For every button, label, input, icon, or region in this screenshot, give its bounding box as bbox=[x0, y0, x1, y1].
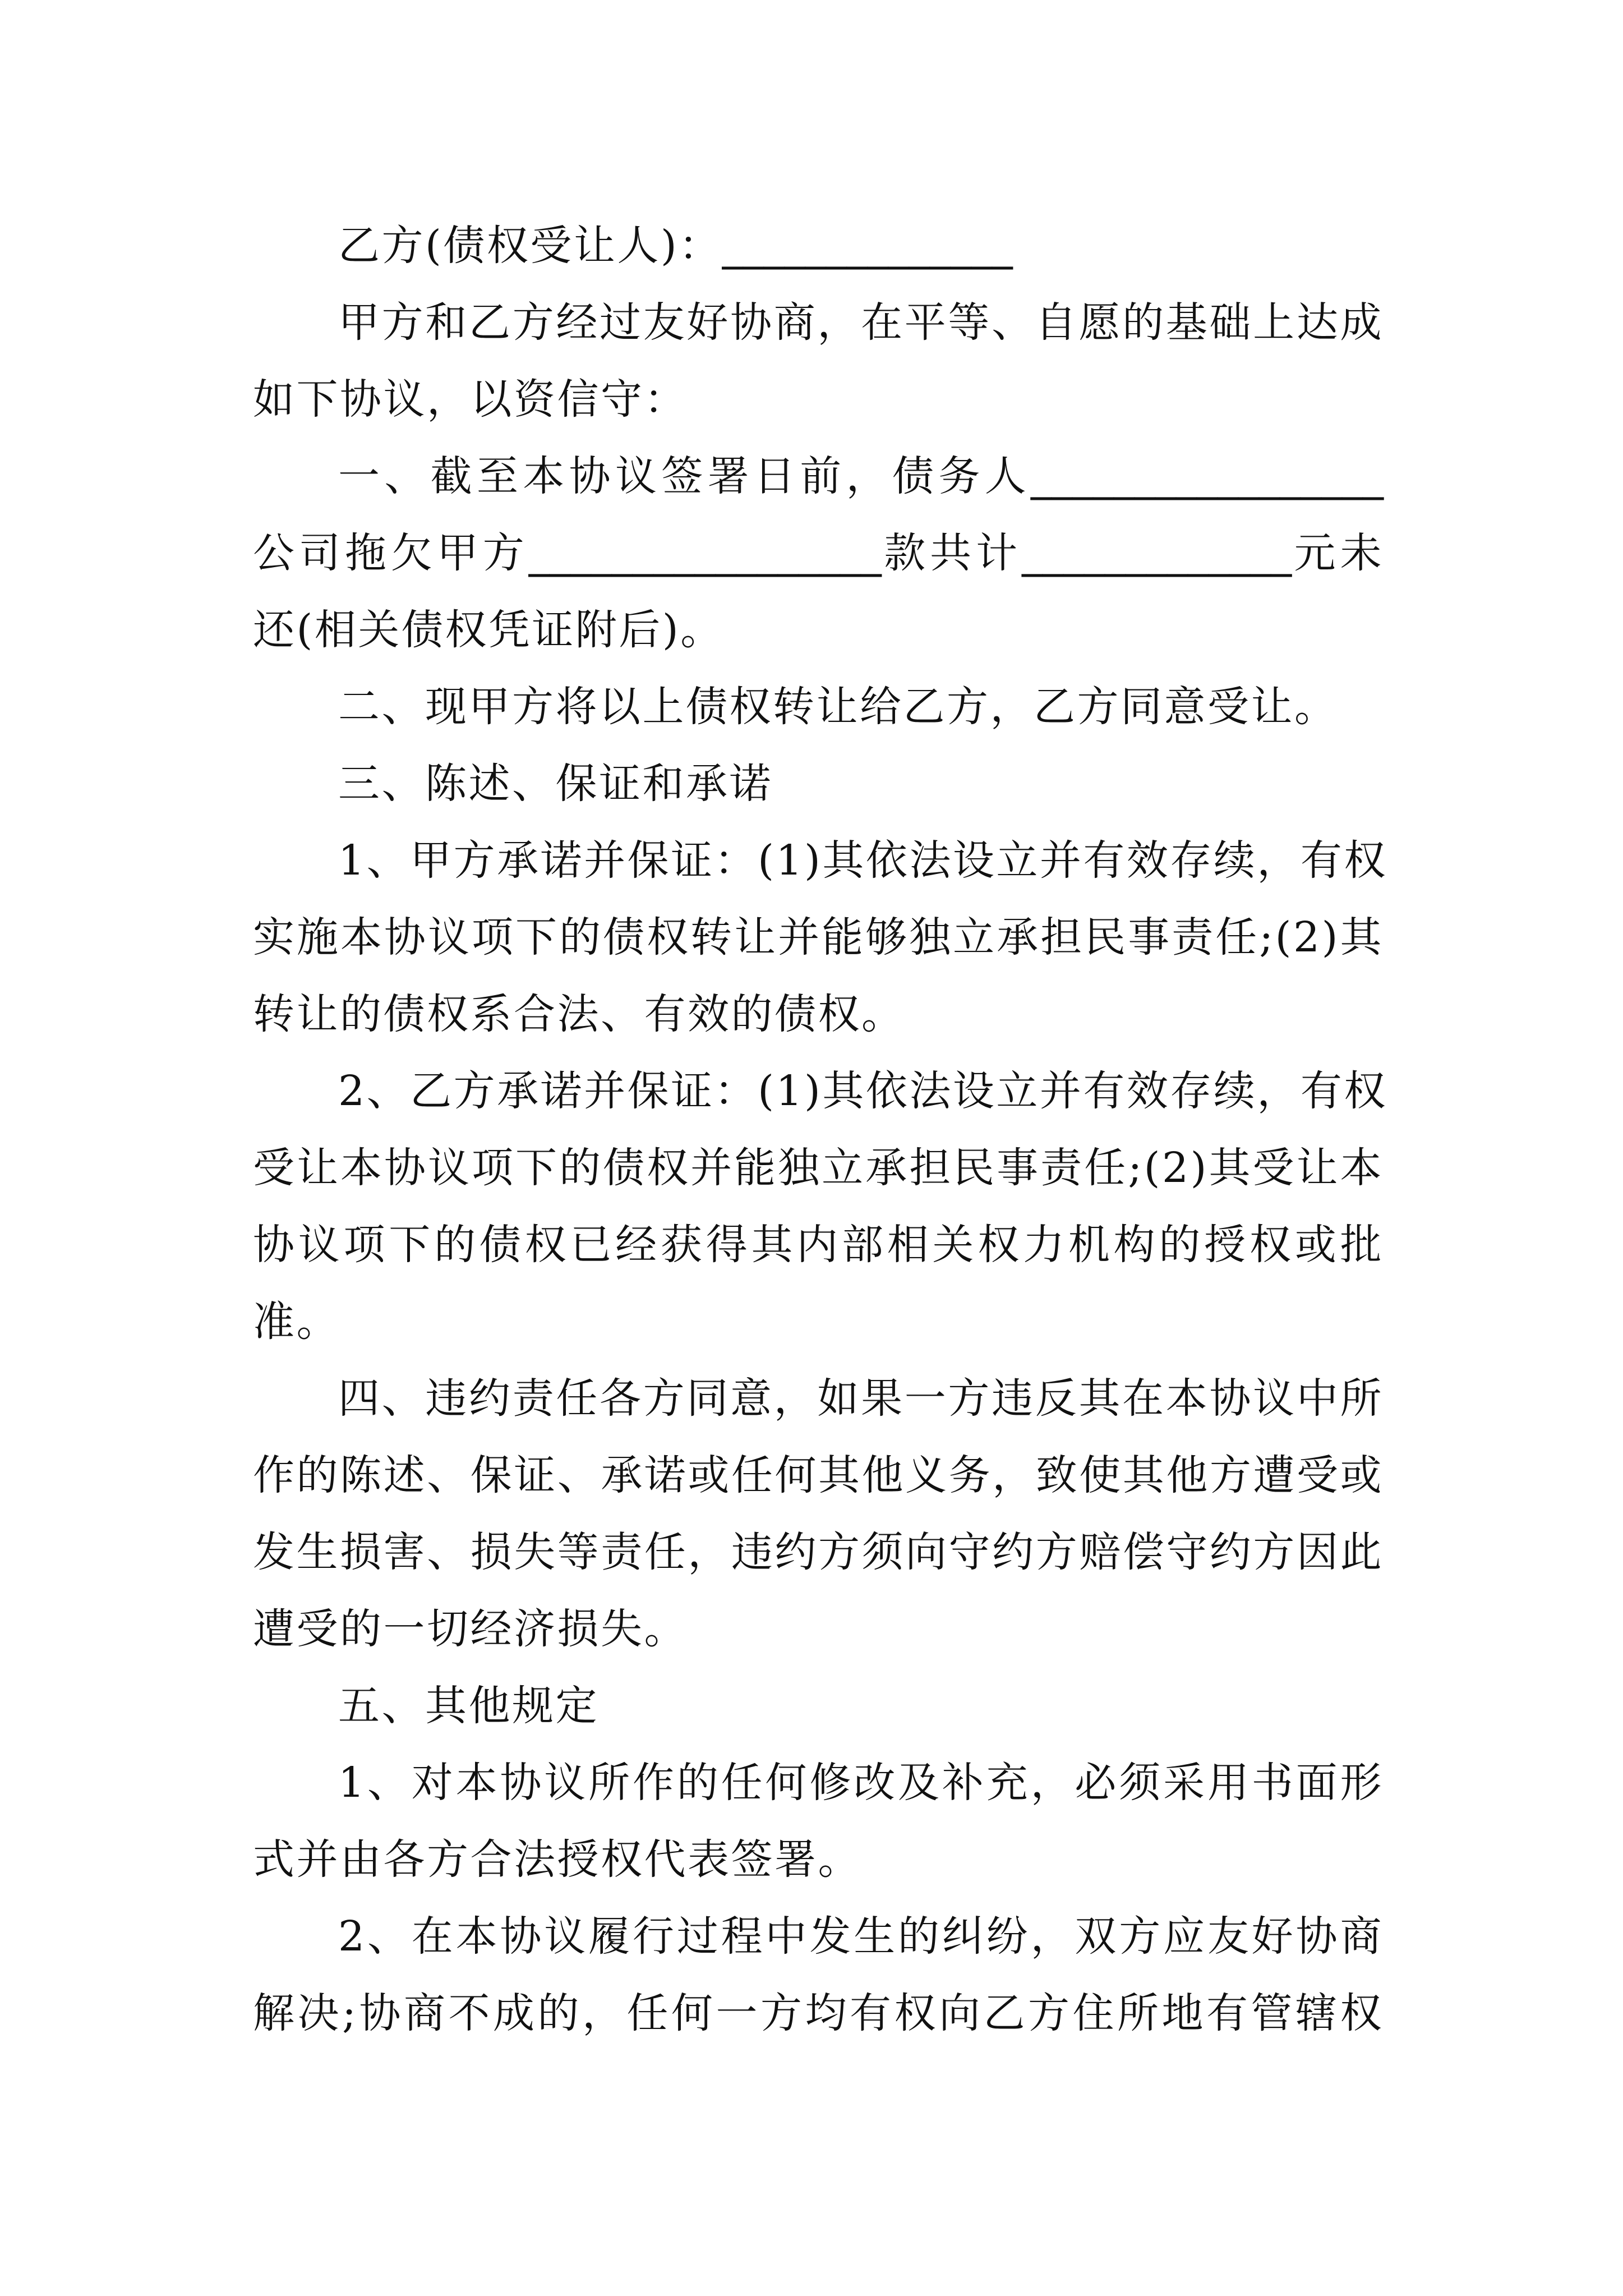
clause-3-heading bbox=[253, 746, 1384, 822]
clause-5-heading bbox=[253, 1668, 1384, 1745]
text-line: 解决;协商不成的，任何一方均有权向乙方住所地有管辖权 bbox=[253, 1989, 1384, 2037]
clause-5-1-amendments bbox=[253, 1745, 1384, 1898]
text-line: 二、现甲方将以上债权转让给乙方，乙方同意受让。 bbox=[338, 683, 1338, 731]
text-line bbox=[253, 208, 1384, 284]
clause-3-1-party-a-warranty bbox=[253, 822, 1387, 1053]
text-segment: 公司拖欠甲方 bbox=[253, 529, 529, 577]
text-line: 式并由各方合法授权代表签署。 bbox=[253, 1835, 861, 1884]
text-line: 遭受的一切经济损失。 bbox=[253, 1605, 688, 1653]
text-line: 2、乙方承诺并保证：(1)其依法设立并有效存续，有权 bbox=[338, 1067, 1387, 1115]
clause-1-outstanding-debt bbox=[253, 438, 1384, 669]
text-line: 甲方和乙方经过友好协商，在平等、自愿的基础上达成 bbox=[338, 298, 1384, 347]
text-line: 受让本协议项下的债权并能独立承担民事责任;(2)其受让本 bbox=[253, 1144, 1384, 1192]
text-line: 1、甲方承诺并保证：(1)其依法设立并有效存续，有权 bbox=[338, 836, 1387, 885]
paragraph-preamble bbox=[253, 284, 1384, 438]
text-line: 实施本协议项下的债权转让并能够独立承担民事责任;(2)其 bbox=[253, 913, 1384, 961]
text-line: 如下协议，以资信守： bbox=[253, 375, 688, 424]
text-line: 还(相关债权凭证附后)。 bbox=[253, 606, 724, 654]
text-line: 协议项下的债权已经获得其内部相关权力机构的授权或批 bbox=[253, 1221, 1384, 1269]
text-line: 四、违约责任各方同意，如果一方违反其在本协议中所 bbox=[338, 1374, 1384, 1423]
text-line: 2、在本协议履行过程中发生的纠纷，双方应友好协商 bbox=[338, 1912, 1384, 1961]
clause-3-2-party-b-warranty bbox=[253, 1053, 1387, 1360]
text-segment: 一、截至本协议签署日前，债务人 bbox=[338, 452, 1031, 500]
text-line: 三、陈述、保证和承诺 bbox=[338, 760, 773, 808]
text-line: 转让的债权系合法、有效的债权。 bbox=[253, 990, 905, 1038]
blank-payment-type: _________________ bbox=[528, 529, 882, 577]
paragraph-party-b-assignee bbox=[253, 208, 1384, 284]
blank-assignee-name: ______________ bbox=[722, 222, 1013, 270]
clause-5-2-dispute-resolution bbox=[253, 1898, 1384, 2052]
text-segment: 款共计 bbox=[881, 529, 1022, 577]
text-segment: 元未 bbox=[1292, 529, 1384, 577]
document-body bbox=[253, 208, 1387, 2052]
text-line bbox=[253, 515, 1384, 592]
text-line: 1、对本协议所作的任何修改及补充，必须采用书面形 bbox=[338, 1759, 1384, 1807]
text-line: 五、其他规定 bbox=[338, 1682, 599, 1730]
text-line: 发生损害、损失等责任，违约方须向守约方赔偿守约方因此 bbox=[253, 1528, 1384, 1576]
text-line: 作的陈述、保证、承诺或任何其他义务，致使其他方遭受或 bbox=[253, 1451, 1384, 1499]
text-line bbox=[253, 438, 1384, 515]
clause-4-breach-liability bbox=[253, 1360, 1384, 1668]
blank-debtor-name: _________________ bbox=[1031, 452, 1384, 500]
clause-2-transfer-consent bbox=[253, 669, 1384, 746]
blank-amount: _____________ bbox=[1022, 529, 1292, 577]
text-segment: 乙方(债权受让人)： bbox=[338, 222, 722, 270]
text-line: 准。 bbox=[253, 1297, 340, 1346]
